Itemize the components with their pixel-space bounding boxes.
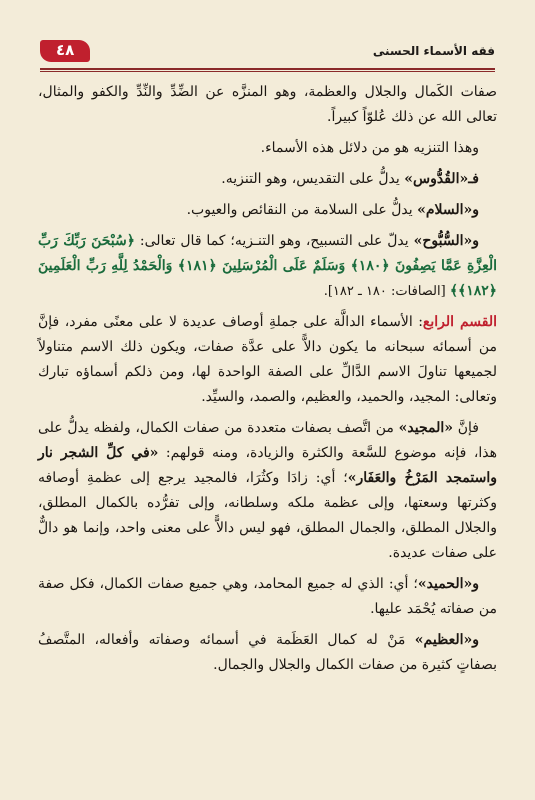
- paragraph: فإنَّ «المجيد» من اتَّصف بصفات متعددة من صفات الكمال، ولفظه يدلُّ على هذا، فإنه موضوع للسَّعة والكثرة والزيادة، ومنه قولهم: «في كلِّ الشجر نار واستمجد المَرْخُ والعَفَار»؛ أي: زادَا وكثُرَا، فالمجيد يرجع إلى عظمةِ أوصافه وكثرتها وسعتها، وإلى عظمة ملكه وسلطانه، وإلى تفرُّده بالكمال المطلق، والجلال المطلق، والجمال المطلق، فهو ليس دالاًّ على معنى واحد، وإنما هو دالٌّ على صفات عديدة.: [38, 420, 497, 561]
- paragraph: وهذا التنزيه هو من دلائل هذه الأسماء.: [260, 140, 479, 156]
- name-term: و«السُّبُّوح»: [413, 233, 480, 249]
- page-header: [40, 36, 495, 66]
- paragraph: و«السلام» يدلُّ على السلامة من النقائص والعيوب.: [186, 202, 479, 218]
- header-rule-thin: [40, 71, 495, 72]
- page-body: [38, 80, 497, 684]
- paragraph: القسم الرابع: الأسماء الدالَّة على جملةِ أوصاف عديدة لا على معنًى مفرد، فإنَّ من أسمائه سبحانه ما يكون دالاًّ على عدَّة صفات، ويكون ذلك الاسم متناولاً لجميعها تناولَ الاسم الدَّالِّ على الصفة الواحدة لها، ومن ذلكم أسماؤه تبارك وتعالى: المجيد، والحميد، والعظيم، والصمد، والسيِّد.: [38, 314, 497, 405]
- quran-verse: ﴿سُبْحَنَ رَبِّكَ رَبِّ الْعِزَّةِ عَمَّا يَصِفُونَ ﴿١٨٠﴾ وَسَلَمٌ عَلَى الْمُرْسَلِينَ ﴿١٨١﴾ وَالْحَمْدُ لِلَّهِ رَبِّ الْعَلَمِينَ ﴿١٨٢﴾﴾: [38, 233, 498, 299]
- section-heading: القسم الرابع: [422, 314, 497, 330]
- header-rule: [40, 68, 495, 70]
- page-number-badge: ٤٨: [40, 40, 90, 62]
- name-term: و«العظيم»: [414, 632, 479, 648]
- quote: «في كلِّ الشجر نار واستمجد المَرْخُ والعَفَار»: [38, 445, 497, 486]
- paragraph: و«السُّبُّوح» يدلّ على التسبيح، وهو التنـزيه؛ كما قال تعالى: ﴿سُبْحَنَ رَبِّكَ رَبِّ الْعِزَّةِ عَمَّا يَصِفُونَ ﴿١٨٠﴾ وَسَلَمٌ عَلَى الْمُرْسَلِينَ ﴿١٨١﴾ وَالْحَمْدُ لِلَّهِ رَبِّ الْعَلَمِينَ ﴿١٨٢﴾﴾ [الصافات: ١٨٠ ـ ١٨٢].: [38, 233, 498, 299]
- paragraph: صفات الكَمال والجلال والعظمة، وهو المنزَّه عن الضِّدِّ والنِّدِّ والكفو والمثال، تعالى الله عن ذلك عُلوّاً كبيراً.: [38, 84, 497, 125]
- paragraph: فـ«القُدُّوس» يدلُّ على التقديس، وهو التنزيه.: [221, 171, 479, 187]
- name-term: فـ«القُدُّوس»: [404, 171, 479, 187]
- name-term: «المجيد»: [398, 420, 454, 436]
- paragraph: و«الحميد»؛ أي: الذي له جميع المحامد، وهي جميع صفات الكمال، فكل صفة من صفاته يُحْمَد عليها.: [38, 576, 497, 617]
- paragraph: و«العظيم» مَنْ له كمال العَظَمة في أسمائه وصفاته وأفعاله، المتَّصفُ بصفاتٍ كثيرة من صفات الكمال والجلال والجمال.: [38, 632, 497, 673]
- verse-reference: [الصافات: ١٨٠ ـ ١٨٢].: [323, 284, 450, 299]
- name-term: و«الحميد»: [417, 576, 479, 592]
- book-title: فقه الأسماء الحسنى: [372, 44, 495, 58]
- name-term: و«السلام»: [417, 202, 479, 218]
